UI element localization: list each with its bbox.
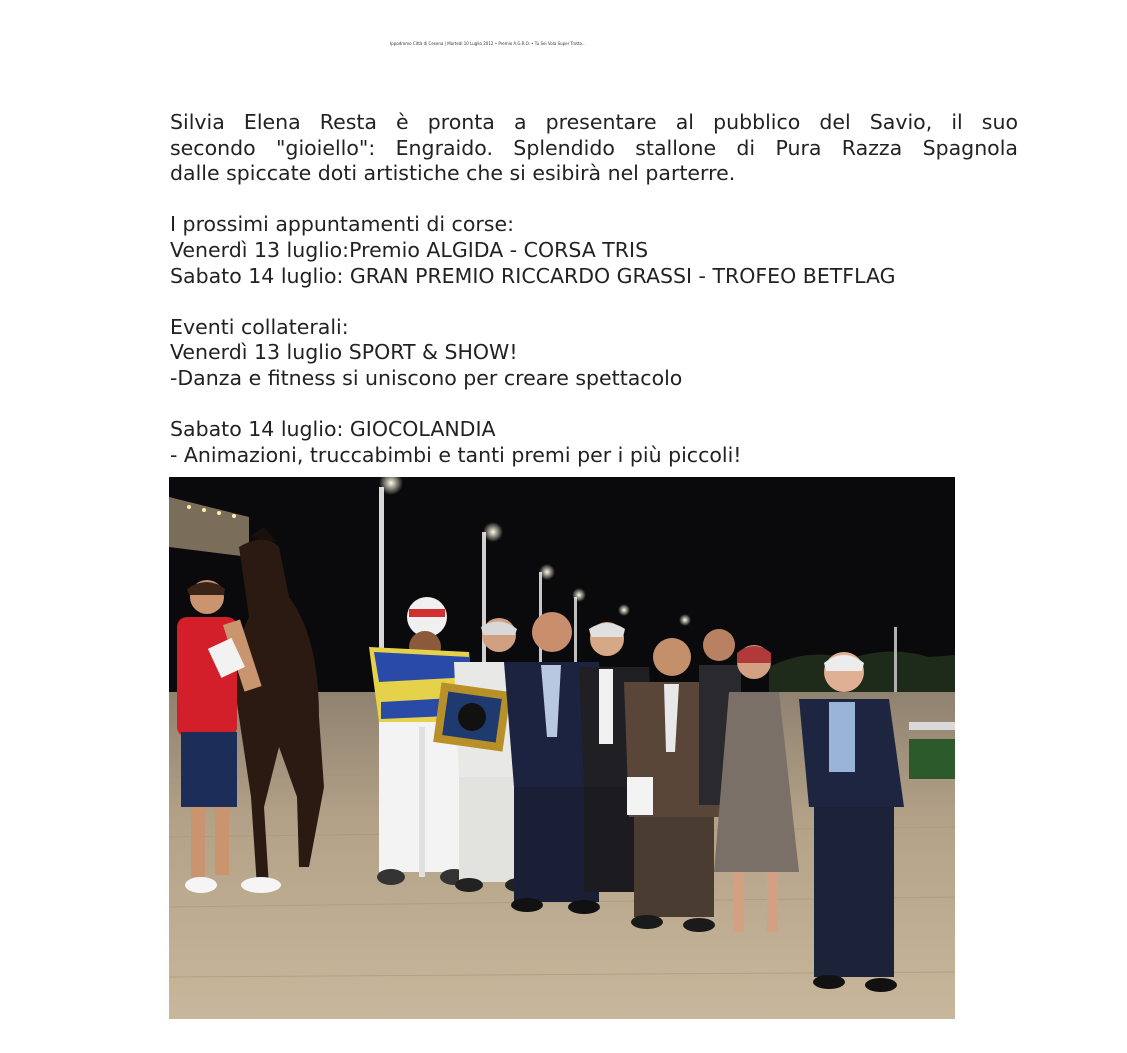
events-heading: Eventi collaterali: — [170, 314, 349, 339]
trophy-plaque — [433, 682, 511, 751]
races-heading: I prossimi appuntamenti di corse: — [170, 212, 514, 237]
events-section — [170, 315, 1018, 469]
event-saturday-desc: - Animazioni, truccabimbi e tanti premi per i più piccoli! — [170, 442, 742, 467]
ceremony-photo-illustration — [169, 477, 955, 1019]
man-white-hair — [799, 652, 904, 992]
race-item-saturday: Sabato 14 luglio: GRAN PREMIO RICCARDO GRASSI - TROFEO BETFLAG — [170, 263, 896, 288]
event-saturday-title: Sabato 14 luglio: GIOCOLANDIA — [170, 417, 496, 442]
race-item-friday: Venerdì 13 luglio:Premio ALGIDA - CORSA TRIS — [170, 237, 649, 262]
races-section — [170, 212, 1018, 289]
article-body — [170, 110, 1018, 468]
intro-line-1: Silvia Elena Resta è pronta a presentare al pubblico del Savio, il suo — [170, 110, 1018, 134]
intro-line-3: dalle spiccate doti artistiche che si esibirà nel parterre. — [170, 161, 736, 186]
ceremony-photo — [169, 477, 955, 1019]
event-friday-title: Venerdì 13 luglio SPORT & SHOW! — [170, 340, 518, 365]
intro-paragraph — [170, 110, 1018, 187]
running-header: Ippodromo Città di Cesena | Martedì 10 Luglio 2012 • Premio A.G.R.O. • Tu Sei Vola Super Trotto... — [390, 41, 586, 46]
event-friday-desc: -Danza e fitness si uniscono per creare spettacolo — [170, 365, 683, 390]
intro-line-2: secondo "gioiello": Engraido. Splendido stallone di Pura Razza Spagnola — [170, 135, 1018, 160]
